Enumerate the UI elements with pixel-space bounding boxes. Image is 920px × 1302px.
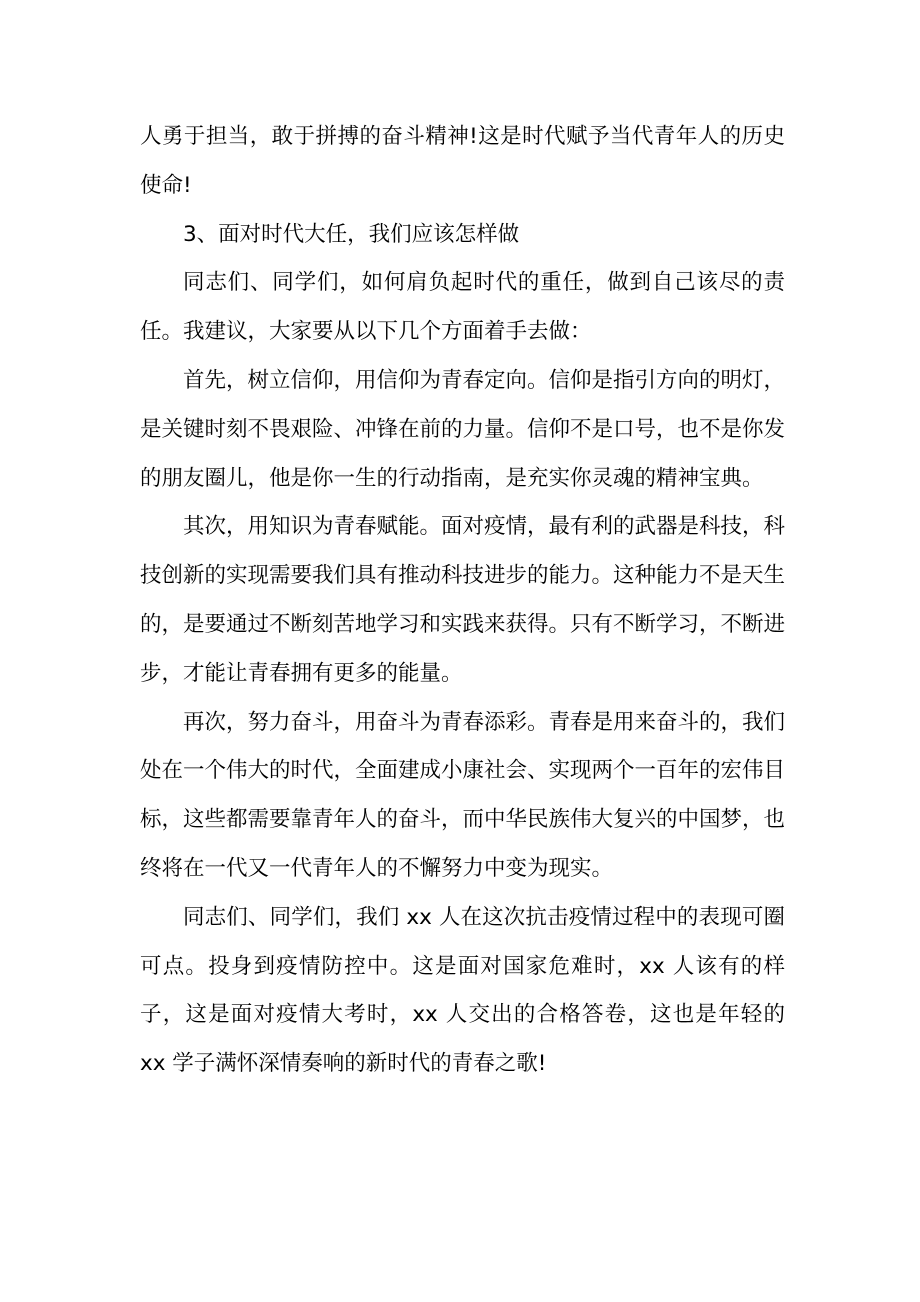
section-heading: 3、面对时代大任，我们应该怎样做 bbox=[183, 221, 520, 247]
paragraph-continued: 人勇于担当，敢于拼搏的奋斗精神!这是时代赋予当代青年人的历史使命! bbox=[140, 124, 785, 198]
paragraph-conclusion: 同志们、同学们，我们 xx 人在这次抗击疫情过程中的表现可圈可点。投身到疫情防控中。这是面对国家危难时，xx 人该有的样子，这是面对疫情大考时，xx 人交出的合格答卷，这也是年轻的 xx 学子满怀深情奏响的新时代的青春之歌! bbox=[140, 904, 785, 1077]
paragraph-first-point: 首先，树立信仰，用信仰为青春定向。信仰是指引方向的明灯，是关键时刻不畏艰险、冲锋在前的力量。信仰不是口号，也不是你发的朋友圈儿，他是你一生的行动指南，是充实你灵魂的精神宝典。 bbox=[140, 367, 786, 491]
paragraph-second-point: 其次，用知识为青春赋能。面对疫情，最有利的武器是科技，科技创新的实现需要我们具有推动科技进步的能力。这种能力不是天生的，是要通过不断刻苦地学习和实践来获得。只有不断学习，不断进步，才能让青春拥有更多的能量。 bbox=[140, 514, 786, 686]
document-body bbox=[140, 113, 785, 1089]
paragraph-third-point: 再次，努力奋斗，用奋斗为青春添彩。青春是用来奋斗的，我们处在一个伟大的时代，全面建成小康社会、实现两个一百年的宏伟目标，这些都需要靠青年人的奋斗，而中华民族伟大复兴的中国梦，也终将在一代又一代青年人的不懈努力中变为现实。 bbox=[140, 709, 786, 881]
paragraph-intro: 同志们、同学们，如何肩负起时代的重任，做到自己该尽的责任。我建议，大家要从以下几个方面着手去做： bbox=[140, 270, 785, 345]
